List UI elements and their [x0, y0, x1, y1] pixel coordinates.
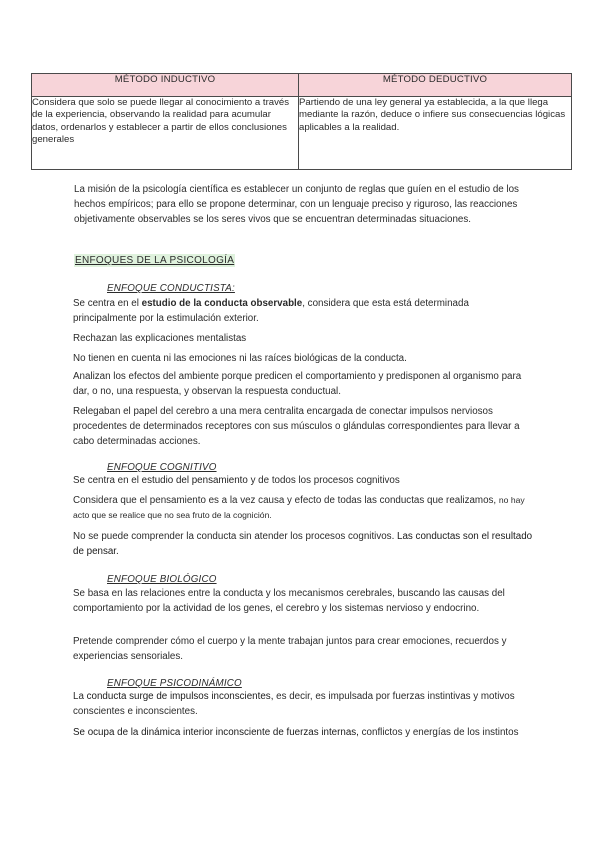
psicodinamico-p2: Se ocupa de la dinámica interior inconsciente de fuerzas internas, conflictos y energías de los instintos [73, 727, 519, 738]
cognitivo-title: ENFOQUE COGNITIVO [107, 462, 217, 473]
conductista-title: ENFOQUE CONDUCTISTA: [107, 283, 235, 294]
intro-paragraph: La misión de la psicología científica es establecer un conjunto de reglas que guíen en el estudio de los hechos empíricos; para ello se propone determinar, con un lenguaje preciso y riguroso, las reacciones objetivamente observables se los seres vivos que se encuentran determinadas situaciones. [74, 184, 519, 226]
cognitivo-p1: Se centra en el estudio del pensamiento y de todos los procesos cognitivos [73, 475, 400, 486]
psicodinamico-p1: La conducta surge de impulsos inconscientes, es decir, es impulsada por fuerzas instintivas y motivos conscientes e inconscientes. [73, 691, 515, 718]
table-header-row [32, 74, 572, 97]
header-inductivo: MÉTODO INDUCTIVO [32, 74, 299, 97]
biologico-p1: Se basa en las relaciones entre la conducta y los mecanismos cerebrales, buscando las causas del comportamiento por la actividad de los genes, el cerebro y los sistemas nervioso y endocrino. [73, 588, 505, 615]
section-title: ENFOQUES DE LA PSICOLOGÍA [75, 255, 235, 266]
header-deductivo: MÉTODO DEDUCTIVO [299, 74, 572, 97]
table-row [32, 97, 572, 170]
methods-table [31, 73, 572, 170]
biologico-p2: Pretende comprender cómo el cuerpo y la mente trabajan juntos para crear emociones, recuerdos y experiencias sensoriales. [73, 636, 507, 663]
conductista-p2: Rechazan las explicaciones mentalistas [73, 333, 247, 344]
conductista-p5: Relegaban el papel del cerebro a una mera centralita encargada de conectar impulsos nerviosos procedentes de determinados receptores con sus músculos o glándulas correspondientes para llevar a cabo determinadas acciones. [73, 406, 520, 448]
conductista-p3: No tienen en cuenta ni las emociones ni las raíces biológicas de la conducta. [73, 353, 407, 364]
conductista-p1: Se centra en el estudio de la conducta observable, considera que esta está determinada principalmente por la estimulación exterior. [73, 298, 469, 325]
psicodinamico-title: ENFOQUE PSICODINÁMICO [107, 678, 242, 689]
cognitivo-p3: No se puede comprender la conducta sin atender los procesos cognitivos. Las conductas son el resultado de pensar. [73, 531, 533, 558]
cognitivo-p2: Considera que el pensamiento es a la vez causa y efecto de todas las conductas que realizamos, no hay acto que se realice que no sea fruto de la cognición. [73, 495, 525, 521]
conductista-p4: Analizan los efectos del ambiente porque predicen el comportamiento y predisponen al organismo para dar, o no, una respuesta, y observan la respuesta conductual. [73, 371, 522, 398]
cell-inductivo: Considera que solo se puede llegar al conocimiento a través de la experiencia, observando la realidad para acumular datos, ordenarlos y establecer a partir de ellos conclusiones generales [32, 97, 299, 170]
biologico-title: ENFOQUE BIOLÓGICO [107, 574, 217, 585]
cell-deductivo: Partiendo de una ley general ya establecida, a la que llega mediante la razón, deduce o infiere sus consecuencias lógicas aplicables a la realidad. [299, 97, 572, 170]
